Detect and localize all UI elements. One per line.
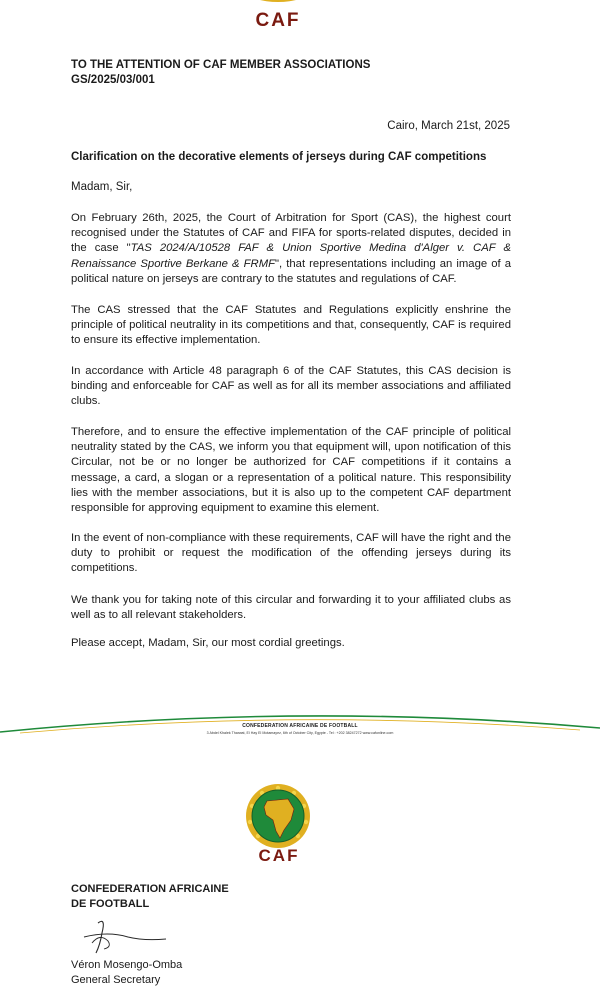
addressee-block [71,58,370,88]
closing-greeting: Please accept, Madam, Sir, our most cordial greetings. [71,637,345,649]
paragraph-cas-decision [71,211,511,287]
caf-logo-main-text: CAF [258,846,300,865]
signature-org-line2: DE FOOTBALL [71,898,150,910]
signatory-title: General Secretary [71,974,161,986]
paragraph-neutrality: The CAS stressed that the CAF Statutes and Regulations explicitly enshrine the principle of political neutrality in its competitions and that, consequently, CAF is required to ensure its effective implementation. [71,304,511,347]
paragraph-thanks: We thank you for taking note of this circular and forwarding it to your affiliated clubs as well as to all relevant stakeholders. [71,594,511,622]
signatory [71,958,182,988]
paragraph-equipment: Therefore, and to ensure the effective implementation of the CAF principle of political neutrality stated by the CAS, we inform you that equipment will, upon notification of this Circular, not be or no longer be authorized for CAF competitions if it contains a message, a card, a slogan or a representation of a political nature. This responsibility lies with the member associations, but it is also up to the competent CAF department responsible for approving equipment to examine this element. [71,426,511,515]
p1-text-a: On February 26th, 2025, the Court of Arbitration for Sport (CAS), the highest court recognised under the Statutes of CAF and FIFA for sports-related disputes, decided in the case " [71,212,511,255]
caf-logo-text: CAF [255,10,301,31]
addressee-line: TO THE ATTENTION OF CAF MEMBER ASSOCIATIONS [71,59,371,71]
reference-number: GS/2025/03/001 [71,74,155,86]
signature-org [71,882,229,912]
footer-address: 3 Abdel Khalek Tharwat, El Hay El Motamayez, 6th of October City, Egypte - Tel : +202 38247272 www.cafonline.com [206,731,394,735]
signature-org-line1: CONFEDERATION AFRICAINE [71,883,229,895]
handwritten-signature [78,913,168,957]
case-reference: TAS 2024/A/10528 FAF & Union Sportive Medina d'Alger v. CAF & Renaissance Sportive Berkane & FRMF [71,242,512,270]
place-date: Cairo, March 21st, 2025 [387,120,510,132]
signatory-name: Véron Mosengo-Omba [71,959,183,971]
salutation: Madam, Sir, [71,181,133,193]
caf-logo-top [233,0,323,32]
p1-text-b: ", that representations including an image of a political nature on jerseys are contrary to the statutes and regulations of CAF. [71,257,511,285]
paragraph-article-48: In accordance with Article 48 paragraph 6 of the CAF Statutes, this CAS decision is binding and enforceable for CAF as well as for all its member associations and affiliated clubs. [71,365,511,408]
subject-line: Clarification on the decorative elements of jerseys during CAF competitions [71,151,487,163]
footer-org: CONFEDERATION AFRICAINE DE FOOTBALL [242,723,358,729]
paragraph-non-compliance: In the event of non-compliance with these requirements, CAF will have the right and the duty to prohibit or request the modification of the offending jerseys during its competitions. [71,532,511,575]
